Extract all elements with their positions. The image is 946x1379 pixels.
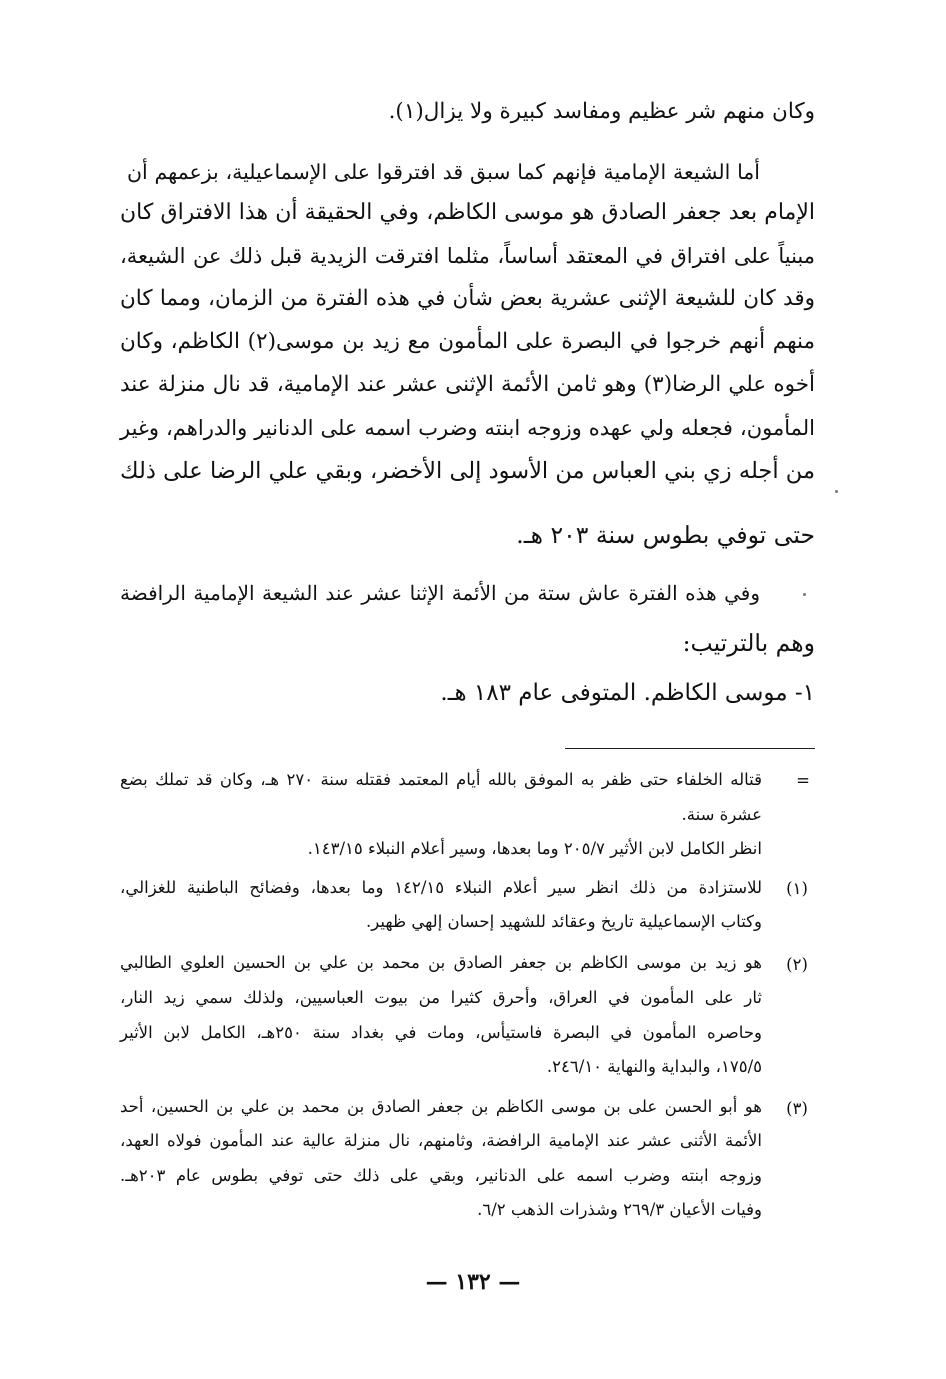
- page-speck: [835, 490, 838, 493]
- footnote-continuation-line-1: قتاله الخلفاء حتى ظفر به الموفق بالله أيام المعتمد فقتله سنة ٢٧٠ هـ، وكان قد تملك بضع: [120, 770, 762, 789]
- page-number: — ١٣٢ —: [425, 1269, 521, 1295]
- footnote-1-number: (١): [786, 879, 808, 898]
- footnote-2-number: (٢): [786, 955, 808, 974]
- footnote-2-line-3: وحاصره المأمون في البصرة فاستيأس، ومات في بغداد سنة ٢٥٠هـ، الكامل لابن الأثير: [120, 1023, 762, 1042]
- footnote-1-line-1: للاستزادة من ذلك انظر سير أعلام النبلاء ١٤٢/١٥ وما بعدها، وفضائح الباطنية للغزالي،: [120, 878, 762, 897]
- footnote-separator: [565, 748, 815, 749]
- footnote-continuation-mark: =: [796, 771, 810, 790]
- footnote-1-line-2: وكتاب الإسماعيلية تاريخ وعقائد للشهيد إحسان إلهي ظهير.: [366, 912, 762, 931]
- page-speck: [803, 593, 806, 596]
- body-line-9: من أجله زي بني العباس من الأسود إلى الأخضر، وبقي علي الرضا على ذلك: [120, 458, 815, 484]
- footnote-2-line-4: ١٧٥/٥، والبداية والنهاية ٢٤٦/١٠.: [546, 1057, 762, 1076]
- body-line-13: ١- موسى الكاظم. المتوفى عام ١٨٣ هـ.: [440, 680, 815, 706]
- body-line-6: منهم أنهم خرجوا في البصرة على المأمون مع زيد بن موسى(٢) الكاظم، وكان: [120, 329, 815, 354]
- body-line-4: مبنياً على افتراق في المعتقد أساساً، مثلما افترقت الزيدية قبل ذلك عن الشيعة،: [120, 244, 815, 268]
- footnote-3-line-3: وزوجه ابنته وضرب اسمه على الدنانير، وبقي على ذلك حتى توفي بطوس عام ٢٠٣هـ.: [120, 1166, 762, 1185]
- footnote-continuation-line-3: انظر الكامل لابن الأثير ٢٠٥/٧ وما بعدها، وسير أعلام النبلاء ١٤٣/١٥.: [307, 839, 762, 858]
- footnote-3-line-4: وفيات الأعيان ٢٦٩/٣ وشذرات الذهب ٦/٢.: [477, 1200, 762, 1219]
- footnote-2-line-2: ثار على المأمون في العراق، وأحرق كثيرا من بيوت العباسيين، ولذلك سمي زيد النار،: [120, 988, 762, 1007]
- body-line-12: وهم بالترتيب:: [682, 629, 815, 657]
- body-line-10: حتى توفي بطوس سنة ٢٠٣ هـ.: [516, 521, 815, 549]
- footnote-3-line-2: الأئمة الأثنى عشر عند الإمامية الرافضة، وثامنهم، نال منزلة عالية عند المأمون فولاه العهد،: [120, 1131, 762, 1150]
- body-line-8: المأمون، فجعله ولي عهده وزوجه ابنته وضرب اسمه على الدنانير والدراهم، وغير: [120, 416, 815, 440]
- footnote-continuation-line-2: عشرة سنة.: [681, 805, 762, 824]
- footnote-3-number: (٣): [786, 1099, 808, 1118]
- body-line-2: أما الشيعة الإمامية فإنهم كما سبق قد افترقوا على الإسماعيلية، بزعمهم أن: [127, 160, 760, 184]
- body-line-1: وكان منهم شر عظيم ومفاسد كبيرة ولا يزال(١).: [388, 99, 815, 124]
- body-line-5: وقد كان للشيعة الإثنى عشرية بعض شأن في هذه الفترة من الزمان، ومما كان: [120, 286, 815, 311]
- body-line-11: وفي هذه الفترة عاش ستة من الأئمة الإثنا عشر عند الشيعة الإمامية الرافضة: [120, 581, 760, 605]
- body-line-7: أخوه علي الرضا(٣) وهو ثامن الأئمة الإثنى عشر عند الإمامية، قد نال منزلة عند: [120, 372, 815, 397]
- footnote-3-line-1: هو أبو الحسن على بن موسى الكاظم بن جعفر الصادق بن محمد بن علي بن الحسين، أحد: [120, 1097, 762, 1116]
- body-line-3: الإمام بعد جعفر الصادق هو موسى الكاظم، وفي الحقيقة أن هذا الافتراق كان: [120, 200, 815, 225]
- footnote-2-line-1: هو زيد بن موسى الكاظم بن جعفر الصادق بن محمد بن علي بن الحسين العلوي الطالبي: [120, 953, 762, 972]
